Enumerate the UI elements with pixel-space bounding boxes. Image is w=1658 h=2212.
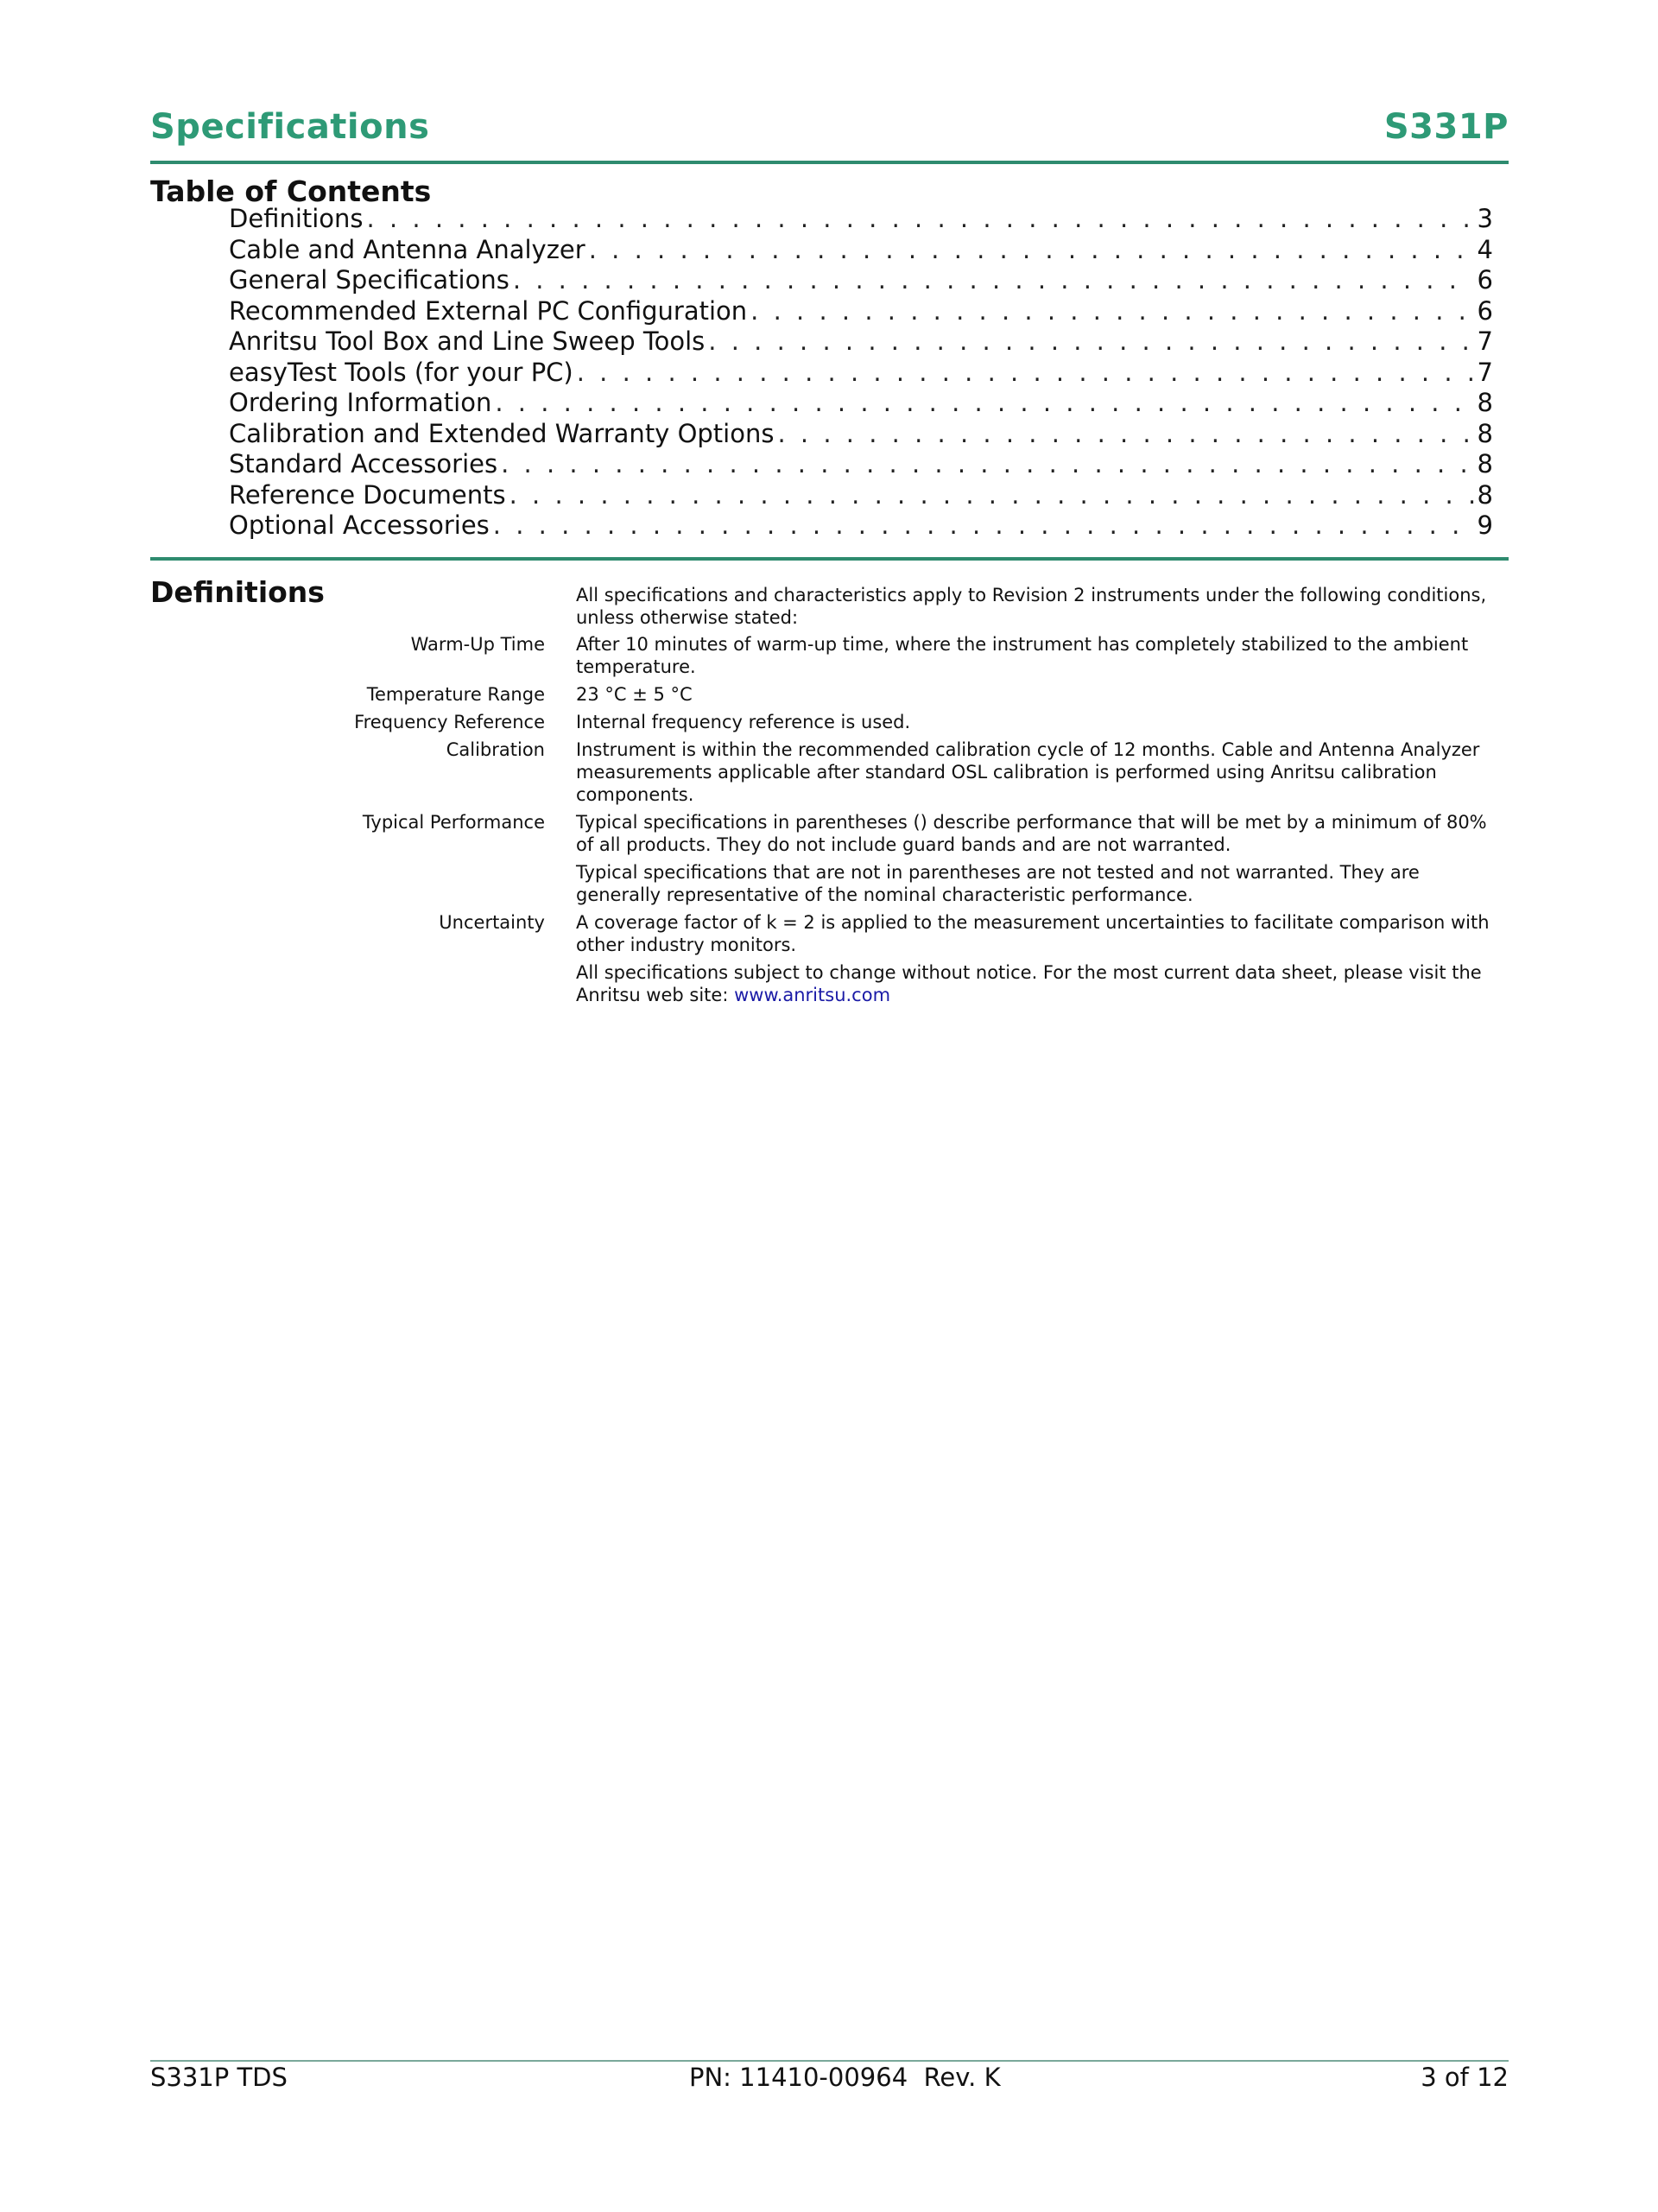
- definitions-heading: Definitions: [150, 575, 325, 609]
- definition-paragraph: Instrument is within the recommended calibration cycle of 12 months. Cable and Antenna Analyzer measurements applicable after standard OSL calibration is performed using Anritsu calibration components.: [576, 739, 1480, 805]
- toc-entry[interactable]: [229, 235, 1493, 266]
- definitions-notice-row: [320, 961, 1509, 1006]
- toc-heading: Table of Contents: [150, 174, 432, 208]
- toc-entry-title[interactable]: Anritsu Tool Box and Line Sweep Tools: [229, 326, 706, 356]
- toc-entry-title[interactable]: Ordering Information: [229, 388, 492, 417]
- toc-entry[interactable]: [229, 388, 1493, 419]
- toc-entry-title[interactable]: Definitions: [229, 204, 364, 233]
- toc-entry-page: 4: [1477, 234, 1493, 264]
- toc-entry-page: 6: [1477, 265, 1493, 295]
- toc-dot-leader: [750, 296, 1473, 327]
- definition-description: [576, 911, 1509, 956]
- page-header: [150, 104, 1509, 164]
- toc-entry-page: 3: [1477, 204, 1493, 233]
- definition-description: [576, 811, 1509, 906]
- definition-term: Warm-Up Time: [410, 634, 545, 655]
- footer-document-name: S331P TDS: [150, 2063, 288, 2092]
- toc-entry-page: 8: [1477, 418, 1493, 448]
- definitions-table: [320, 633, 1509, 1011]
- toc-entry-title[interactable]: Calibration and Extended Warranty Options: [229, 418, 775, 448]
- definition-description: [576, 683, 1509, 706]
- toc-entry[interactable]: [229, 419, 1493, 450]
- table-of-contents: [229, 204, 1493, 542]
- definitions-rows: [320, 633, 1509, 956]
- definition-row: [320, 711, 1509, 733]
- toc-dot-leader: [509, 480, 1474, 511]
- definition-paragraph: After 10 minutes of warm-up time, where the instrument has completely stabilized to the ambient temperature.: [576, 634, 1469, 677]
- footer-part-number: PN: 11410-00964 Rev. K: [689, 2063, 1001, 2092]
- notice-text: All specifications subject to change without notice. For the most current data sheet, please visit the Anritsu web site:: [576, 962, 1482, 1005]
- page-footer: [150, 2063, 1509, 2094]
- definition-row: [320, 738, 1509, 806]
- definition-term-empty: [320, 961, 576, 1006]
- definition-paragraph: A coverage factor of k = 2 is applied to the measurement uncertainties to facilitate comparison with other industry monitors.: [576, 912, 1490, 955]
- toc-dot-leader: [493, 510, 1474, 542]
- toc-dot-leader: [777, 419, 1473, 450]
- toc-entry-title[interactable]: Reference Documents: [229, 479, 506, 510]
- definition-paragraph: 23 °C ± 5 °C: [576, 684, 693, 705]
- definition-paragraph: Typical specifications that are not in parentheses are not tested and not warranted. They are generally representative of the nominal characteristic performance.: [576, 862, 1420, 905]
- anritsu-website-link[interactable]: www.anritsu.com: [734, 985, 891, 1005]
- definition-description: [576, 633, 1509, 678]
- definition-notice: [576, 961, 1509, 1006]
- page-title: Specifications: [150, 107, 430, 147]
- toc-dot-leader: [367, 204, 1474, 235]
- toc-entry-title[interactable]: Standard Accessories: [229, 449, 498, 479]
- section-divider: [150, 557, 1509, 561]
- toc-entry[interactable]: [229, 204, 1493, 235]
- definition-paragraph: Typical specifications in parentheses () describe performance that will be met by a minimum of 80% of all products. They do not include guard bands and are not warranted.: [576, 812, 1487, 855]
- toc-entry-page: 8: [1477, 479, 1493, 510]
- toc-dot-leader: [495, 388, 1473, 419]
- toc-entry[interactable]: [229, 449, 1493, 480]
- toc-entry-title[interactable]: Optional Accessories: [229, 510, 490, 540]
- footer-page-number: 3 of 12: [1421, 2063, 1509, 2092]
- product-model: S331P: [1383, 107, 1509, 147]
- toc-entry-page: 8: [1477, 388, 1493, 417]
- toc-dot-leader: [577, 358, 1474, 389]
- definition-description: [576, 738, 1509, 806]
- toc-entry-title[interactable]: Cable and Antenna Analyzer: [229, 234, 585, 264]
- definitions-intro: All specifications and characteristics apply to Revision 2 instruments under the following conditions, unless otherwise stated:: [576, 585, 1487, 628]
- toc-entry[interactable]: [229, 358, 1493, 389]
- toc-entry-page: 7: [1477, 357, 1493, 387]
- definition-term: Calibration: [446, 739, 545, 760]
- definition-term: Frequency Reference: [354, 712, 545, 732]
- toc-dot-leader: [513, 265, 1474, 296]
- definition-paragraph: Internal frequency reference is used.: [576, 712, 911, 732]
- toc-entry-title[interactable]: easyTest Tools (for your PC): [229, 357, 573, 387]
- toc-entry[interactable]: [229, 326, 1493, 358]
- definition-description: [576, 711, 1509, 733]
- definition-term: Temperature Range: [366, 684, 545, 705]
- toc-entry-page: 9: [1477, 510, 1493, 540]
- toc-dot-leader: [708, 326, 1473, 358]
- definition-row: [320, 911, 1509, 956]
- toc-dot-leader: [589, 235, 1474, 266]
- toc-entry-title[interactable]: Recommended External PC Configuration: [229, 295, 748, 326]
- definition-row: [320, 811, 1509, 906]
- toc-entry-page: 6: [1477, 295, 1493, 326]
- toc-dot-leader: [501, 449, 1473, 480]
- definition-row: [320, 683, 1509, 706]
- footer-divider: [150, 2060, 1509, 2062]
- definition-row: [320, 633, 1509, 678]
- toc-entry-title[interactable]: General Specifications: [229, 265, 509, 295]
- definition-term: Uncertainty: [439, 912, 545, 933]
- definition-term: Typical Performance: [362, 812, 545, 833]
- toc-entry[interactable]: [229, 480, 1493, 511]
- toc-entry-page: 7: [1477, 326, 1493, 356]
- toc-entry[interactable]: [229, 265, 1493, 296]
- toc-entry[interactable]: [229, 296, 1493, 327]
- toc-entry[interactable]: [229, 510, 1493, 542]
- toc-entry-page: 8: [1477, 449, 1493, 479]
